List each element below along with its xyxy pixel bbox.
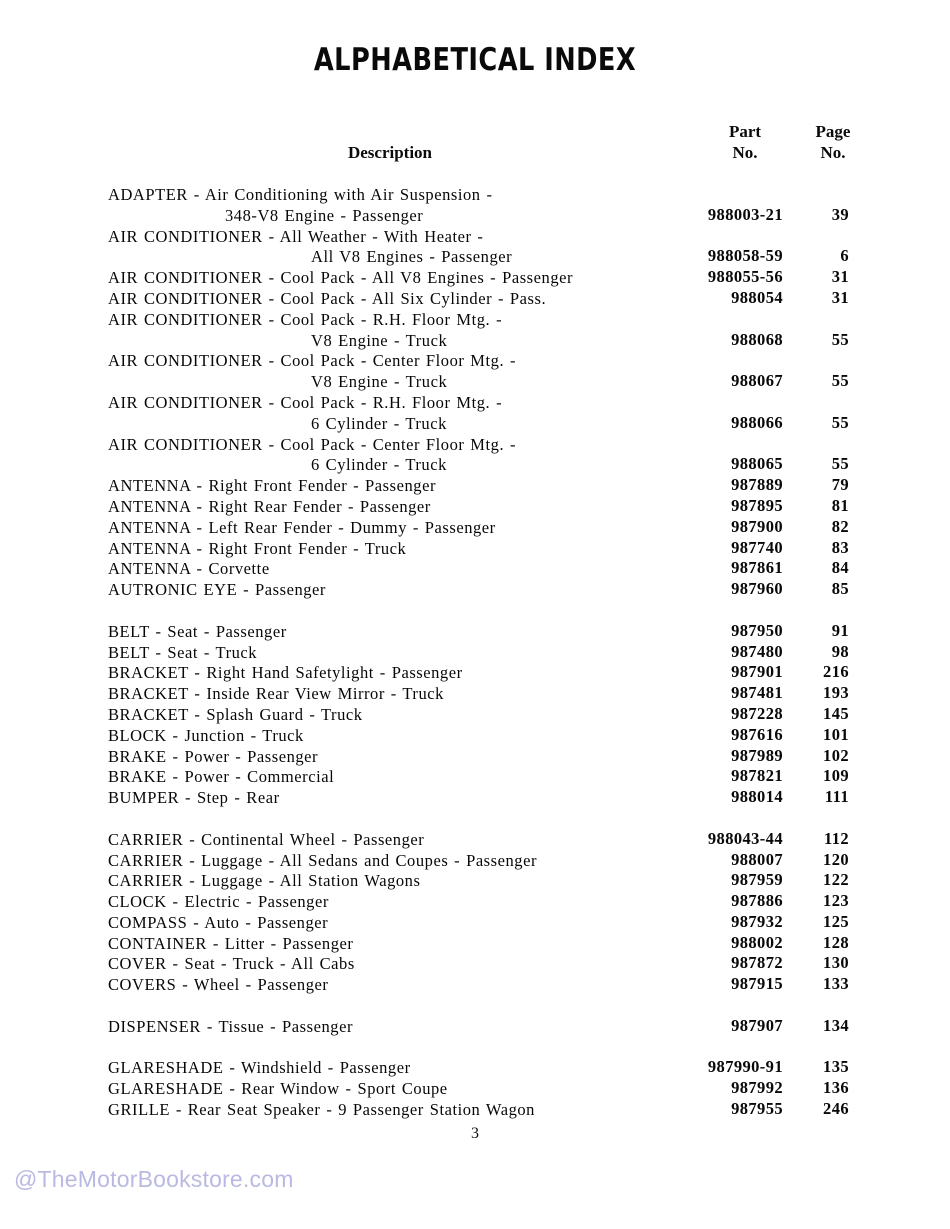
entry-part-number: 987955 bbox=[731, 1099, 783, 1119]
index-entry-row bbox=[0, 392, 950, 413]
index-entry-row bbox=[0, 829, 950, 850]
entry-description-text: AIR CONDITIONER - Cool Pack - All Six Cylinder - Pass. bbox=[108, 288, 547, 308]
entry-description-text: ANTENNA - Left Rear Fender - Dummy - Passenger bbox=[108, 517, 496, 537]
entry-description bbox=[108, 953, 359, 975]
entry-description bbox=[108, 787, 284, 809]
entry-page-number: 111 bbox=[824, 787, 849, 807]
entry-description bbox=[108, 1078, 452, 1100]
index-entry-row bbox=[0, 683, 950, 704]
index-entry-row bbox=[0, 746, 950, 767]
entry-description-text: AIR CONDITIONER - Cool Pack - R.H. Floor Mtg. - bbox=[108, 392, 503, 412]
index-entry-row bbox=[0, 517, 950, 538]
entry-part-number: 987740 bbox=[731, 537, 783, 557]
entry-part-number: 987895 bbox=[731, 495, 783, 515]
watermark: @TheMotorBookstore.com bbox=[14, 1166, 294, 1192]
entry-page-number: 130 bbox=[823, 953, 849, 973]
entry-page-number: 82 bbox=[831, 516, 849, 536]
entry-description-text: ANTENNA - Right Front Fender - Truck bbox=[108, 538, 407, 558]
index-entry-row bbox=[0, 891, 950, 912]
entry-description bbox=[108, 288, 550, 310]
entry-page-number: 31 bbox=[831, 267, 849, 287]
column-header-part-line2: No. bbox=[732, 143, 758, 162]
index-entry-row bbox=[0, 912, 950, 933]
entry-page-number: 133 bbox=[823, 974, 849, 994]
entry-part-number: 987960 bbox=[731, 579, 783, 599]
page-title: ALPHABETICAL INDEX bbox=[313, 42, 637, 78]
entry-part-number: 987901 bbox=[731, 662, 783, 682]
index-entry-row bbox=[0, 309, 950, 330]
entry-description bbox=[108, 350, 520, 372]
entry-description-text: ANTENNA - Right Rear Fender - Passenger bbox=[108, 496, 431, 516]
entry-page-number: 112 bbox=[823, 828, 849, 848]
index-entry-row bbox=[0, 558, 950, 579]
entry-description-text: GRILLE - Rear Seat Speaker - 9 Passenger Station Wagon bbox=[108, 1100, 535, 1120]
column-header-description: Description bbox=[347, 143, 433, 162]
entry-part-number: 987900 bbox=[731, 516, 783, 536]
entry-description bbox=[108, 704, 367, 726]
entry-part-number: 987616 bbox=[731, 724, 783, 744]
index-entry-row bbox=[0, 226, 950, 247]
entry-page-number: 83 bbox=[831, 537, 849, 557]
entry-description bbox=[108, 974, 332, 996]
entry-description bbox=[108, 683, 448, 705]
entry-description-text: 6 Cylinder - Truck bbox=[311, 413, 447, 433]
index-entry-row bbox=[0, 787, 950, 808]
entry-description-text: BRACKET - Splash Guard - Truck bbox=[108, 704, 363, 724]
index-entry-row bbox=[0, 538, 950, 559]
entry-page-number: 109 bbox=[823, 766, 849, 786]
index-entry-row bbox=[0, 454, 950, 475]
entry-description bbox=[108, 538, 410, 560]
index-entry-row bbox=[0, 1016, 950, 1037]
entry-description bbox=[311, 454, 451, 476]
index-entry-row bbox=[0, 953, 950, 974]
entry-part-number: 987950 bbox=[731, 620, 783, 640]
entry-description bbox=[108, 621, 291, 643]
index-entry-list bbox=[0, 184, 950, 1120]
entry-description-text: COMPASS - Auto - Passenger bbox=[108, 912, 329, 932]
entry-page-number: 55 bbox=[831, 371, 849, 391]
entry-part-number: 987915 bbox=[731, 974, 783, 994]
entry-page-number: 122 bbox=[823, 870, 849, 890]
entry-description-text: 348-V8 Engine - Passenger bbox=[225, 205, 424, 225]
entry-description-text: CONTAINER - Litter - Passenger bbox=[108, 933, 354, 953]
entry-description-text: BELT - Seat - Passenger bbox=[108, 621, 287, 641]
entry-description-text: AIR CONDITIONER - Cool Pack - Center Floor Mtg. - bbox=[108, 434, 517, 454]
entry-description-text: CARRIER - Continental Wheel - Passenger bbox=[108, 829, 425, 849]
entry-description-text: BELT - Seat - Truck bbox=[108, 642, 258, 662]
entry-page-number: 136 bbox=[823, 1078, 849, 1098]
entry-description-text: BRAKE - Power - Commercial bbox=[108, 767, 335, 787]
entry-description-text: AIR CONDITIONER - Cool Pack - All V8 Engines - Passenger bbox=[108, 268, 574, 288]
entry-page-number: 84 bbox=[831, 558, 849, 578]
column-header-page-line1: Page bbox=[815, 122, 851, 141]
entry-part-number: 988054 bbox=[731, 287, 783, 307]
entry-description bbox=[311, 330, 451, 352]
entry-page-number: 135 bbox=[823, 1057, 849, 1077]
entry-description bbox=[311, 246, 516, 268]
entry-part-number: 988066 bbox=[731, 412, 783, 432]
page-number-footer: 3 bbox=[471, 1125, 479, 1142]
entry-part-number: 987990-91 bbox=[707, 1057, 783, 1077]
entry-description bbox=[108, 1057, 415, 1079]
index-entry-row bbox=[0, 288, 950, 309]
column-headers bbox=[0, 118, 950, 170]
entry-description-text: BRACKET - Right Hand Safetylight - Passenger bbox=[108, 663, 463, 683]
index-entry-row bbox=[0, 205, 950, 226]
entry-description-text: V8 Engine - Truck bbox=[311, 330, 448, 350]
entry-part-number: 987907 bbox=[731, 1015, 783, 1035]
entry-page-number: 85 bbox=[831, 579, 849, 599]
index-entry-row bbox=[0, 704, 950, 725]
entry-description-text: GLARESHADE - Windshield - Passenger bbox=[108, 1058, 411, 1078]
index-entry-row bbox=[0, 1057, 950, 1078]
index-entry-row bbox=[0, 330, 950, 351]
entry-description-text: AIR CONDITIONER - Cool Pack - R.H. Floor Mtg. - bbox=[108, 309, 503, 329]
entry-page-number: 31 bbox=[831, 287, 849, 307]
entry-part-number: 988058-59 bbox=[707, 246, 783, 266]
entry-page-number: 98 bbox=[831, 641, 849, 661]
entry-page-number: 39 bbox=[831, 204, 849, 224]
entry-description bbox=[108, 1099, 539, 1121]
entry-description bbox=[108, 392, 506, 414]
entry-description-text: AIR CONDITIONER - All Weather - With Heater - bbox=[108, 226, 484, 246]
index-entry-row bbox=[0, 350, 950, 371]
index-entry-row bbox=[0, 371, 950, 392]
entry-description-text: ADAPTER - Air Conditioning with Air Suspension - bbox=[108, 185, 493, 204]
entry-description bbox=[225, 205, 427, 227]
entry-part-number: 987886 bbox=[731, 891, 783, 911]
entry-description-text: BRACKET - Inside Rear View Mirror - Truck bbox=[108, 684, 444, 704]
entry-part-number: 987992 bbox=[731, 1078, 783, 1098]
entry-page-number: 79 bbox=[831, 475, 849, 495]
entry-description-text: BLOCK - Junction - Truck bbox=[108, 725, 304, 745]
index-entry-row bbox=[0, 621, 950, 642]
entry-description bbox=[108, 579, 330, 601]
column-header-part-no bbox=[700, 121, 790, 163]
index-entry-row bbox=[0, 662, 950, 683]
entry-description bbox=[108, 662, 467, 684]
entry-part-number: 987989 bbox=[731, 745, 783, 765]
entry-description bbox=[108, 850, 541, 872]
entry-description bbox=[108, 870, 424, 892]
entry-page-number: 6 bbox=[840, 246, 849, 266]
entry-part-number: 987861 bbox=[731, 558, 783, 578]
entry-description-text: ANTENNA - Right Front Fender - Passenger bbox=[108, 476, 436, 496]
entry-description-text: CLOCK - Electric - Passenger bbox=[108, 892, 329, 912]
entry-page-number: 55 bbox=[831, 454, 849, 474]
entry-page-number: 55 bbox=[831, 412, 849, 432]
index-entry-row bbox=[0, 413, 950, 434]
entry-description bbox=[108, 226, 487, 248]
index-entry-row bbox=[0, 475, 950, 496]
index-entry-row bbox=[0, 850, 950, 871]
index-entry-row bbox=[0, 933, 950, 954]
entry-description-text: AIR CONDITIONER - Cool Pack - Center Floor Mtg. - bbox=[108, 351, 517, 371]
entry-description bbox=[108, 517, 500, 539]
entry-description bbox=[108, 933, 357, 955]
entry-description bbox=[108, 184, 497, 206]
entry-description-text: COVERS - Wheel - Passenger bbox=[108, 975, 329, 995]
entry-part-number: 988067 bbox=[731, 371, 783, 391]
index-entry-row bbox=[0, 246, 950, 267]
index-entry-row bbox=[0, 642, 950, 663]
entry-description bbox=[108, 891, 333, 913]
entry-description-text: BRAKE - Power - Passenger bbox=[108, 746, 319, 766]
index-entry-row bbox=[0, 974, 950, 995]
index-entry-row bbox=[0, 184, 950, 205]
column-header-page-line2: No. bbox=[820, 143, 846, 162]
entry-part-number: 988055-56 bbox=[707, 267, 783, 287]
entry-description-text: COVER - Seat - Truck - All Cabs bbox=[108, 954, 355, 974]
entry-page-number: 145 bbox=[823, 703, 849, 723]
entry-description bbox=[311, 413, 451, 435]
entry-part-number: 988002 bbox=[731, 932, 783, 952]
entry-description-text: All V8 Engines - Passenger bbox=[311, 247, 513, 267]
index-entry-row bbox=[0, 870, 950, 891]
entry-page-number: 123 bbox=[823, 891, 849, 911]
entry-description bbox=[108, 912, 332, 934]
index-entry-row bbox=[0, 579, 950, 600]
entry-page-number: 102 bbox=[823, 745, 849, 765]
entry-part-number: 988068 bbox=[731, 329, 783, 349]
entry-part-number: 988014 bbox=[731, 787, 783, 807]
entry-description-text: DISPENSER - Tissue - Passenger bbox=[108, 1016, 353, 1036]
entry-description-text: GLARESHADE - Rear Window - Sport Coupe bbox=[108, 1079, 448, 1099]
entry-page-number: 101 bbox=[823, 724, 849, 744]
entry-description bbox=[311, 371, 451, 393]
index-entry-row bbox=[0, 267, 950, 288]
entry-page-number: 216 bbox=[823, 662, 849, 682]
entry-description-text: CARRIER - Luggage - All Sedans and Coupes - Passenger bbox=[108, 850, 538, 870]
entry-description bbox=[108, 267, 577, 289]
entry-description-text: CARRIER - Luggage - All Station Wagons bbox=[108, 871, 421, 891]
entry-part-number: 988003-21 bbox=[707, 204, 783, 224]
entry-page-number: 120 bbox=[823, 849, 849, 869]
entry-part-number: 988043-44 bbox=[707, 828, 783, 848]
entry-description bbox=[108, 642, 261, 664]
entry-description bbox=[108, 309, 506, 331]
entry-description bbox=[108, 766, 338, 788]
index-entry-row bbox=[0, 725, 950, 746]
entry-part-number: 988007 bbox=[731, 849, 783, 869]
entry-page-number: 91 bbox=[831, 620, 849, 640]
entry-description bbox=[108, 746, 322, 768]
entry-part-number: 987228 bbox=[731, 703, 783, 723]
index-entry-row bbox=[0, 1099, 950, 1120]
column-header-page-no bbox=[788, 121, 878, 163]
entry-part-number: 987959 bbox=[731, 870, 783, 890]
entry-description bbox=[108, 558, 274, 580]
entry-page-number: 193 bbox=[823, 683, 849, 703]
entry-description bbox=[108, 829, 428, 851]
entry-page-number: 128 bbox=[823, 932, 849, 952]
entry-page-number: 134 bbox=[823, 1015, 849, 1035]
entry-description bbox=[108, 434, 520, 456]
entry-part-number: 987889 bbox=[731, 475, 783, 495]
entry-page-number: 81 bbox=[831, 495, 849, 515]
entry-description bbox=[108, 496, 435, 518]
entry-description-text: V8 Engine - Truck bbox=[311, 372, 448, 392]
index-entry-row bbox=[0, 434, 950, 455]
entry-part-number: 987480 bbox=[731, 641, 783, 661]
entry-part-number: 987932 bbox=[731, 911, 783, 931]
entry-part-number: 987821 bbox=[731, 766, 783, 786]
entry-description-text: 6 Cylinder - Truck bbox=[311, 455, 447, 475]
entry-page-number: 246 bbox=[823, 1099, 849, 1119]
entry-part-number: 987481 bbox=[731, 683, 783, 703]
entry-part-number: 988065 bbox=[731, 454, 783, 474]
index-entry-row bbox=[0, 1078, 950, 1099]
entry-description bbox=[108, 1016, 357, 1038]
column-header-part-line1: Part bbox=[728, 122, 762, 141]
index-entry-row bbox=[0, 496, 950, 517]
entry-page-number: 125 bbox=[823, 911, 849, 931]
entry-description bbox=[108, 725, 308, 747]
entry-description-text: ANTENNA - Corvette bbox=[108, 559, 270, 579]
entry-page-number: 55 bbox=[831, 329, 849, 349]
index-entry-row bbox=[0, 766, 950, 787]
entry-description-text: BUMPER - Step - Rear bbox=[108, 788, 280, 808]
entry-description-text: AUTRONIC EYE - Passenger bbox=[108, 580, 326, 600]
entry-description bbox=[108, 475, 440, 497]
entry-part-number: 987872 bbox=[731, 953, 783, 973]
